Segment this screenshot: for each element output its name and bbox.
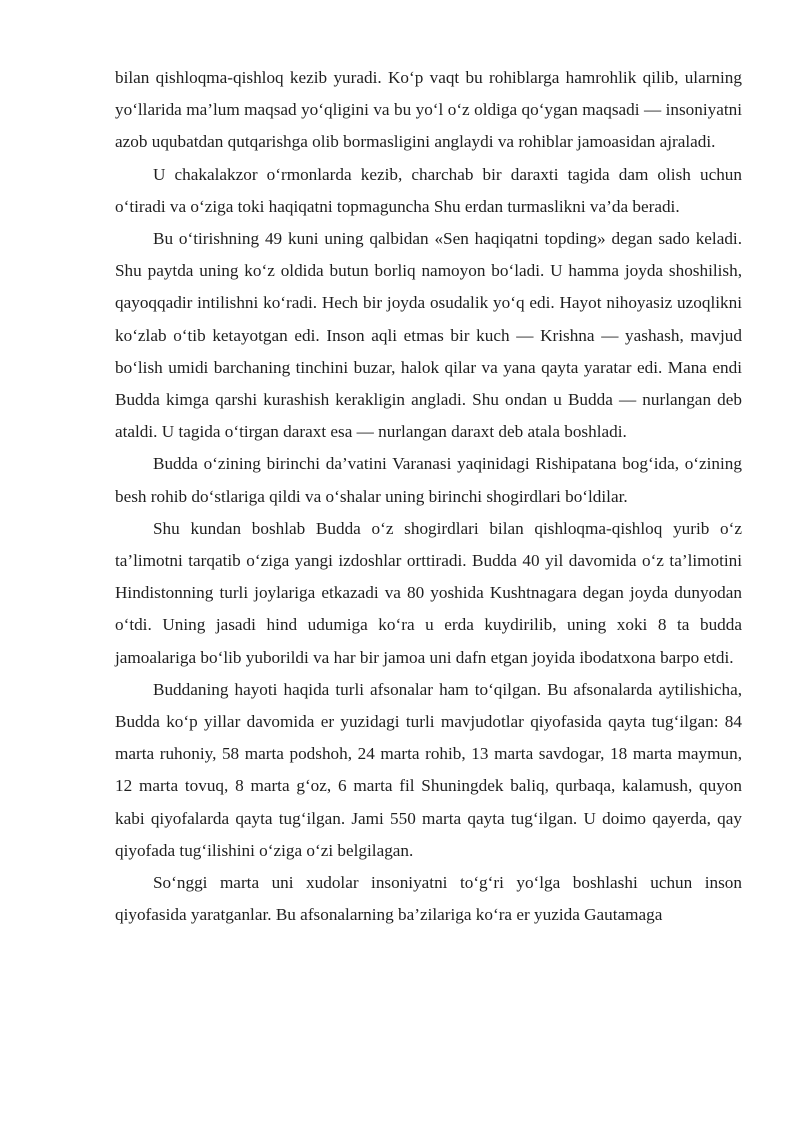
paragraph-1: bilan qishloqma-qishloq kezib yuradi. Ko‘p vaqt bu rohiblarga hamrohlik qilib, ularning yo‘llarida ma’lum maqsad yo‘qligini va bu yo‘l o‘z oldiga qo‘ygan maqsadi — insoniyatni azob uqubatdan qutqarishga olib bormasligini anglaydi va rohiblar jamoasidan ajraladi.: [115, 68, 742, 152]
paragraph-2: U chakalakzor o‘rmonlarda kezib, charchab bir daraxti tagida dam olish uchun o‘tiradi va o‘ziga toki haqiqatni topmaguncha Shu erdan turmaslikni va’da beradi.: [115, 164, 742, 216]
document-page: [115, 62, 742, 931]
paragraph-4: Budda o‘zining birinchi da’vatini Varanasi yaqinidagi Rishipatana bog‘ida, o‘zining besh rohib do‘stlariga qildi va o‘shalar uning birinchi shogirdlari bo‘ldilar.: [115, 454, 742, 506]
paragraph-3: Bu o‘tirishning 49 kuni uning qalbidan «Sen haqiqatni topding» degan sado keladi. Shu paytda uning ko‘z oldida butun borliq namoyon bo‘ladi. U hamma joyda shoshilish, qayoqqadir intilishni ko‘radi. Hech bir joyda osudalik yo‘q edi. Hayot nihoyasiz uzoqlikni ko‘zlab o‘tib ketayotgan edi. Inson aqli etmas bir kuch — Krishna — yashash, mavjud bo‘lish umidi barchaning tinchini buzar, halok qilar va yana qayta yaratar edi. Mana endi Budda kimga qarshi kurashish kerakligin angladi. Shu ondan u Budda — nurlangan deb ataldi. U tagida o‘tirgan daraxt esa — nurlangan daraxt deb atala boshladi.: [115, 229, 742, 442]
paragraph-6: Buddaning hayoti haqida turli afsonalar ham to‘qilgan. Bu afsonalarda aytilishicha, Budda ko‘p yillar davomida er yuzidagi turli mavjudotlar qiyofasida qayta tug‘ilgan: 84 marta ruhoniy, 58 marta podshoh, 24 marta rohib, 13 marta savdogar, 18 marta maymun, 12 marta tovuq, 8 marta g‘oz, 6 marta fil Shuningdek baliq, qurbaqa, kalamush, quyon kabi qiyofalarda qayta tug‘ilgan. Jami 550 marta qayta tug‘ilgan. U doimo qayerda, qay qiyofada tug‘ilishini o‘ziga o‘zi belgilagan.: [115, 679, 742, 860]
paragraph-7: So‘nggi marta uni xudolar insoniyatni to‘g‘ri yo‘lga boshlashi uchun inson qiyofasida yaratganlar. Bu afsonalarning ba’zilariga ko‘ra er yuzida Gautamaga: [115, 873, 742, 925]
paragraph-5: Shu kundan boshlab Budda o‘z shogirdlari bilan qishloqma-qishloq yurib o‘z ta’limotni tarqatib o‘ziga yangi izdoshlar orttiradi. Budda 40 yil davomida o‘z ta’limotini Hindistonning turli joylariga etkazadi va 80 yoshida Kushtnagara degan joyda dunyodan o‘tdi. Uning jasadi hind udumiga ko‘ra u erda kuydirilib, uning xoki 8 ta budda jamoalariga bo‘lib yuborildi va har bir jamoa uni dafn etgan joyida ibodatxona barpo etdi.: [115, 518, 742, 667]
